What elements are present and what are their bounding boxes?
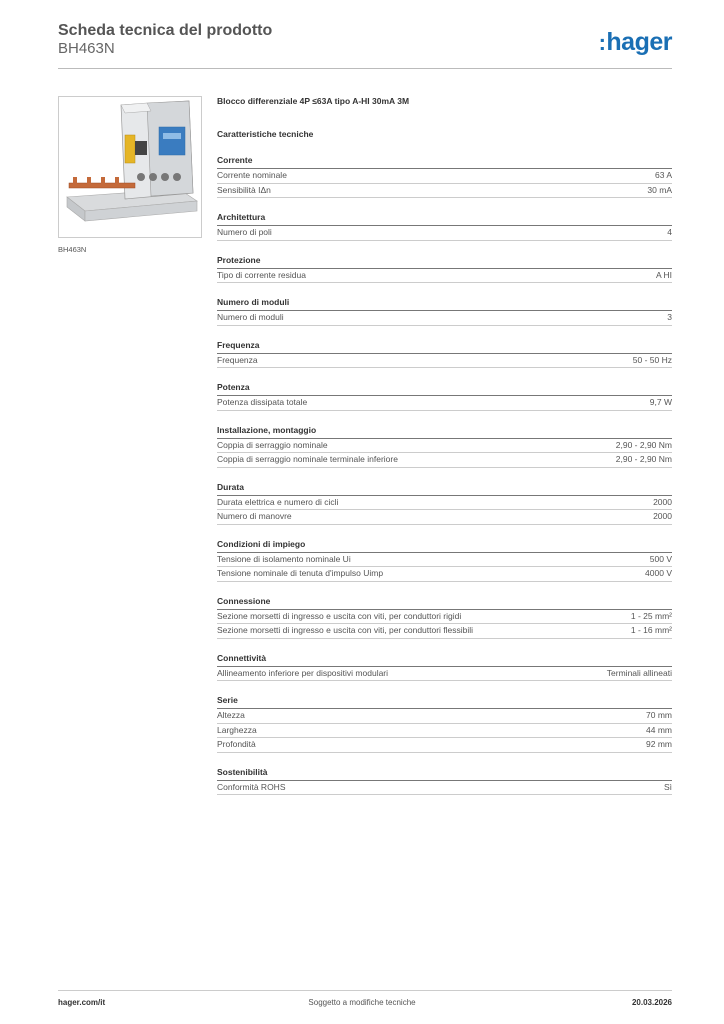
spec-section bbox=[217, 767, 672, 796]
footer-note: Soggetto a modifiche tecniche bbox=[308, 998, 416, 1007]
spec-row bbox=[217, 269, 672, 284]
spec-value: Sì bbox=[663, 781, 672, 792]
footer-date: 20.03.2026 bbox=[631, 998, 672, 1007]
spec-label: Profondità bbox=[217, 739, 256, 749]
spec-subtitle: Caratteristiche tecniche bbox=[217, 129, 314, 139]
spec-value: 1 - 25 mm² bbox=[630, 610, 672, 621]
spec-label: Coppia di serraggio nominale terminale inferiore bbox=[217, 454, 398, 464]
section-heading: Protezione bbox=[217, 255, 672, 269]
footer-divider bbox=[58, 990, 672, 991]
spec-section bbox=[217, 653, 672, 682]
page-title: Scheda tecnica del prodotto bbox=[58, 22, 273, 39]
spec-row bbox=[217, 496, 672, 511]
section-heading: Condizioni di impiego bbox=[217, 539, 672, 553]
spec-row bbox=[217, 226, 672, 241]
spec-label: Tensione di isolamento nominale Ui bbox=[217, 553, 351, 564]
spec-section bbox=[217, 482, 672, 525]
section-heading: Potenza bbox=[217, 382, 672, 396]
spec-row bbox=[217, 709, 672, 724]
spec-content bbox=[217, 96, 672, 795]
section-heading: Connessione bbox=[217, 596, 672, 610]
spec-value: 70 mm bbox=[646, 710, 672, 720]
spec-label: Frequenza bbox=[217, 354, 258, 365]
section-heading: Sostenibilità bbox=[217, 767, 672, 781]
spec-section bbox=[217, 382, 672, 411]
spec-section bbox=[217, 695, 672, 753]
spec-label: Allineamento inferiore per dispositivi modulari bbox=[217, 667, 389, 678]
spec-value: 9,7 W bbox=[649, 397, 672, 407]
section-heading: Corrente bbox=[217, 155, 672, 169]
spec-label: Conformità ROHS bbox=[217, 781, 286, 792]
spec-row bbox=[217, 567, 672, 582]
section-heading: Connettività bbox=[217, 653, 672, 667]
spec-value: 2,90 - 2,90 Nm bbox=[615, 439, 672, 450]
section-heading: Installazione, montaggio bbox=[217, 425, 672, 439]
header-divider bbox=[58, 68, 672, 69]
spec-row bbox=[217, 453, 672, 468]
spec-row bbox=[217, 724, 672, 739]
spec-value: 3 bbox=[667, 312, 672, 322]
spec-label: Numero di manovre bbox=[217, 511, 292, 521]
spec-row bbox=[217, 553, 672, 568]
spec-label: Tensione nominale di tenuta d'impulso Uimp bbox=[217, 568, 384, 578]
section-heading: Architettura bbox=[217, 212, 672, 226]
spec-label: Corrente nominale bbox=[217, 170, 287, 180]
spec-value: 50 - 50 Hz bbox=[632, 354, 672, 365]
spec-value: 2000 bbox=[653, 496, 672, 507]
spec-row bbox=[217, 354, 672, 369]
section-heading: Numero di moduli bbox=[217, 297, 672, 311]
spec-label: Potenza dissipata totale bbox=[217, 397, 308, 407]
spec-label: Sensibilità IΔn bbox=[217, 184, 271, 195]
spec-value: 2000 bbox=[653, 511, 672, 521]
hager-logo: :hager bbox=[598, 28, 672, 56]
spec-label: Altezza bbox=[217, 710, 245, 720]
spec-label: Tipo di corrente residua bbox=[217, 269, 306, 280]
spec-label: Sezione morsetti di ingresso e uscita con viti, per conduttori rigidi bbox=[217, 610, 462, 621]
footer-website: hager.com/it bbox=[58, 998, 106, 1007]
spec-row bbox=[217, 624, 672, 639]
product-title: Blocco differenziale 4P ≤63A tipo A-HI 30mA 3M bbox=[217, 96, 410, 106]
spec-value: 30 mA bbox=[647, 184, 672, 195]
spec-row bbox=[217, 738, 672, 753]
spec-section bbox=[217, 425, 672, 468]
spec-label: Numero di poli bbox=[217, 227, 272, 237]
spec-section bbox=[217, 596, 672, 639]
spec-section bbox=[217, 255, 672, 284]
spec-row bbox=[217, 184, 672, 199]
spec-section bbox=[217, 155, 672, 198]
spec-section bbox=[217, 539, 672, 582]
spec-row bbox=[217, 311, 672, 326]
spec-row bbox=[217, 667, 672, 682]
spec-value: 44 mm bbox=[646, 724, 672, 735]
spec-label: Durata elettrica e numero di cicli bbox=[217, 496, 339, 507]
spec-row bbox=[217, 610, 672, 625]
spec-section bbox=[217, 297, 672, 326]
spec-value: 1 - 16 mm² bbox=[630, 625, 672, 635]
spec-row bbox=[217, 396, 672, 411]
spec-section bbox=[217, 212, 672, 241]
spec-label: Coppia di serraggio nominale bbox=[217, 439, 328, 450]
spec-value: A HI bbox=[655, 269, 672, 280]
image-caption: BH463N bbox=[58, 245, 87, 254]
spec-row bbox=[217, 169, 672, 184]
spec-sections bbox=[217, 155, 672, 795]
spec-label: Numero di moduli bbox=[217, 312, 284, 322]
section-heading: Serie bbox=[217, 695, 672, 709]
product-code: BH463N bbox=[58, 40, 115, 57]
spec-value: 500 V bbox=[649, 553, 672, 564]
spec-row bbox=[217, 439, 672, 454]
spec-section bbox=[217, 340, 672, 369]
spec-value: Terminali allineati bbox=[606, 667, 672, 678]
spec-value: 4 bbox=[667, 227, 672, 237]
spec-value: 92 mm bbox=[646, 739, 672, 749]
spec-label: Sezione morsetti di ingresso e uscita con viti, per conduttori flessibili bbox=[217, 625, 474, 635]
section-heading: Frequenza bbox=[217, 340, 672, 354]
spec-value: 63 A bbox=[654, 170, 672, 180]
spec-value: 4000 V bbox=[645, 568, 672, 578]
section-heading: Durata bbox=[217, 482, 672, 496]
spec-value: 2,90 - 2,90 Nm bbox=[615, 454, 672, 464]
spec-label: Larghezza bbox=[217, 724, 257, 735]
spec-row bbox=[217, 781, 672, 796]
product-image bbox=[58, 96, 202, 238]
spec-row bbox=[217, 510, 672, 525]
